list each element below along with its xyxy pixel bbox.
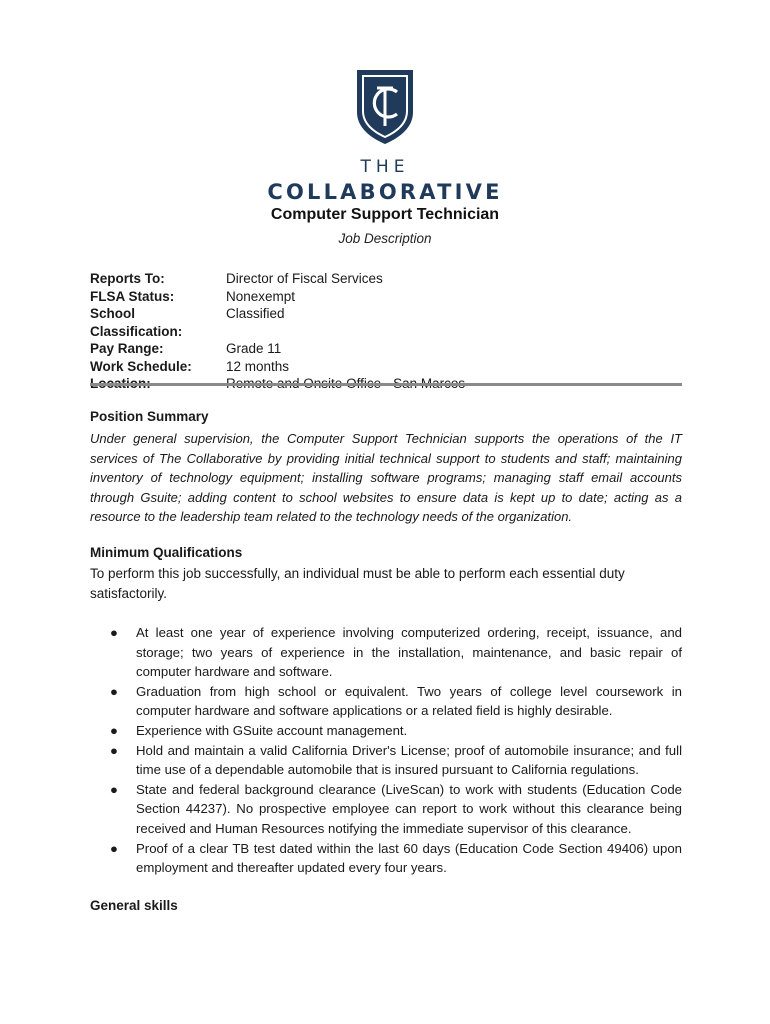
list-item xyxy=(110,682,682,721)
bullet-icon: ● xyxy=(110,722,118,738)
list-item-text: Hold and maintain a valid California Driver's License; proof of automobile insurance; and full time use of a dependable automobile that is insured pursuant to California regulations. xyxy=(136,742,682,778)
list-item-text: At least one year of experience involving computerized ordering, receipt, issuance, and storage; two years of experience in the installation, maintenance, and basic repair of computer hardware and software. xyxy=(136,625,682,680)
position-summary-text: Under general supervision, the Computer Support Technician supports the operations of the IT services of The Collaborative by providing initial technical support to students and staff; maintaining inventory of technology equipment; installing software programs; managing staff email accounts through Gsuite; adding content to school websites to ensure data is kept up to date; acting as a resource to the leadership team related to the technology needs of the organization. xyxy=(90,431,682,525)
info-row-pay-range xyxy=(90,340,465,358)
position-summary-heading: Position Summary xyxy=(90,409,209,424)
info-value: Classified xyxy=(226,306,285,321)
bullet-icon: ● xyxy=(110,683,118,699)
info-value: Nonexempt xyxy=(226,288,296,304)
list-item xyxy=(110,839,682,878)
qualifications-list xyxy=(110,623,682,878)
minimum-qualifications-heading: Minimum Qualifications xyxy=(90,545,243,560)
section-divider xyxy=(90,383,682,386)
minimum-qualifications-intro: To perform this job successfully, an individual must be able to perform each essential duty satisfactorily. xyxy=(90,566,625,601)
list-item xyxy=(110,721,682,741)
bullet-icon: ● xyxy=(110,625,118,640)
org-name-prefix: THE xyxy=(360,157,410,177)
list-item-text: State and federal background clearance (LiveScan) to work with students (Education Code Section 44237). No prospective employee can report to work without this clearance being received and Human Resources notifying the immediate supervisor of this clearance. xyxy=(136,781,682,836)
info-row-work-schedule xyxy=(90,358,465,376)
org-name: COLLABORATIVE xyxy=(267,180,503,204)
info-row-flsa-status xyxy=(90,288,465,306)
info-label: School Classification: xyxy=(90,306,183,339)
info-row-reports-to xyxy=(90,270,465,288)
info-label: Work Schedule: xyxy=(90,358,192,374)
info-value: Director of Fiscal Services xyxy=(226,271,383,286)
info-label: Pay Range: xyxy=(90,341,164,356)
list-item-text: Graduation from high school or equivalent. Two years of college level coursework in computer hardware and software applications or a related field is highly desirable. xyxy=(136,683,682,719)
bullet-icon: ● xyxy=(110,742,118,758)
bullet-icon: ● xyxy=(110,781,118,797)
list-item xyxy=(110,741,682,780)
list-item xyxy=(110,623,682,682)
list-item xyxy=(110,780,682,839)
info-label: FLSA Status: xyxy=(90,288,175,304)
info-value: 12 months xyxy=(226,358,290,374)
bullet-icon: ● xyxy=(110,840,118,856)
page-subtitle: Job Description xyxy=(338,231,432,246)
info-label: Reports To: xyxy=(90,271,165,286)
page-title: Computer Support Technician xyxy=(270,206,500,223)
job-info-table xyxy=(90,270,465,393)
general-skills-heading: General skills xyxy=(90,898,178,913)
logo xyxy=(0,66,770,146)
info-row-school-classification xyxy=(90,305,465,340)
list-item-text: Experience with GSuite account management. xyxy=(136,722,408,738)
collaborative-crest-icon xyxy=(353,66,417,146)
info-value: Grade 11 xyxy=(226,341,282,356)
list-item-text: Proof of a clear TB test dated within the last 60 days (Education Code Section 49406) upon employment and thereafter updated every four years. xyxy=(136,840,682,876)
